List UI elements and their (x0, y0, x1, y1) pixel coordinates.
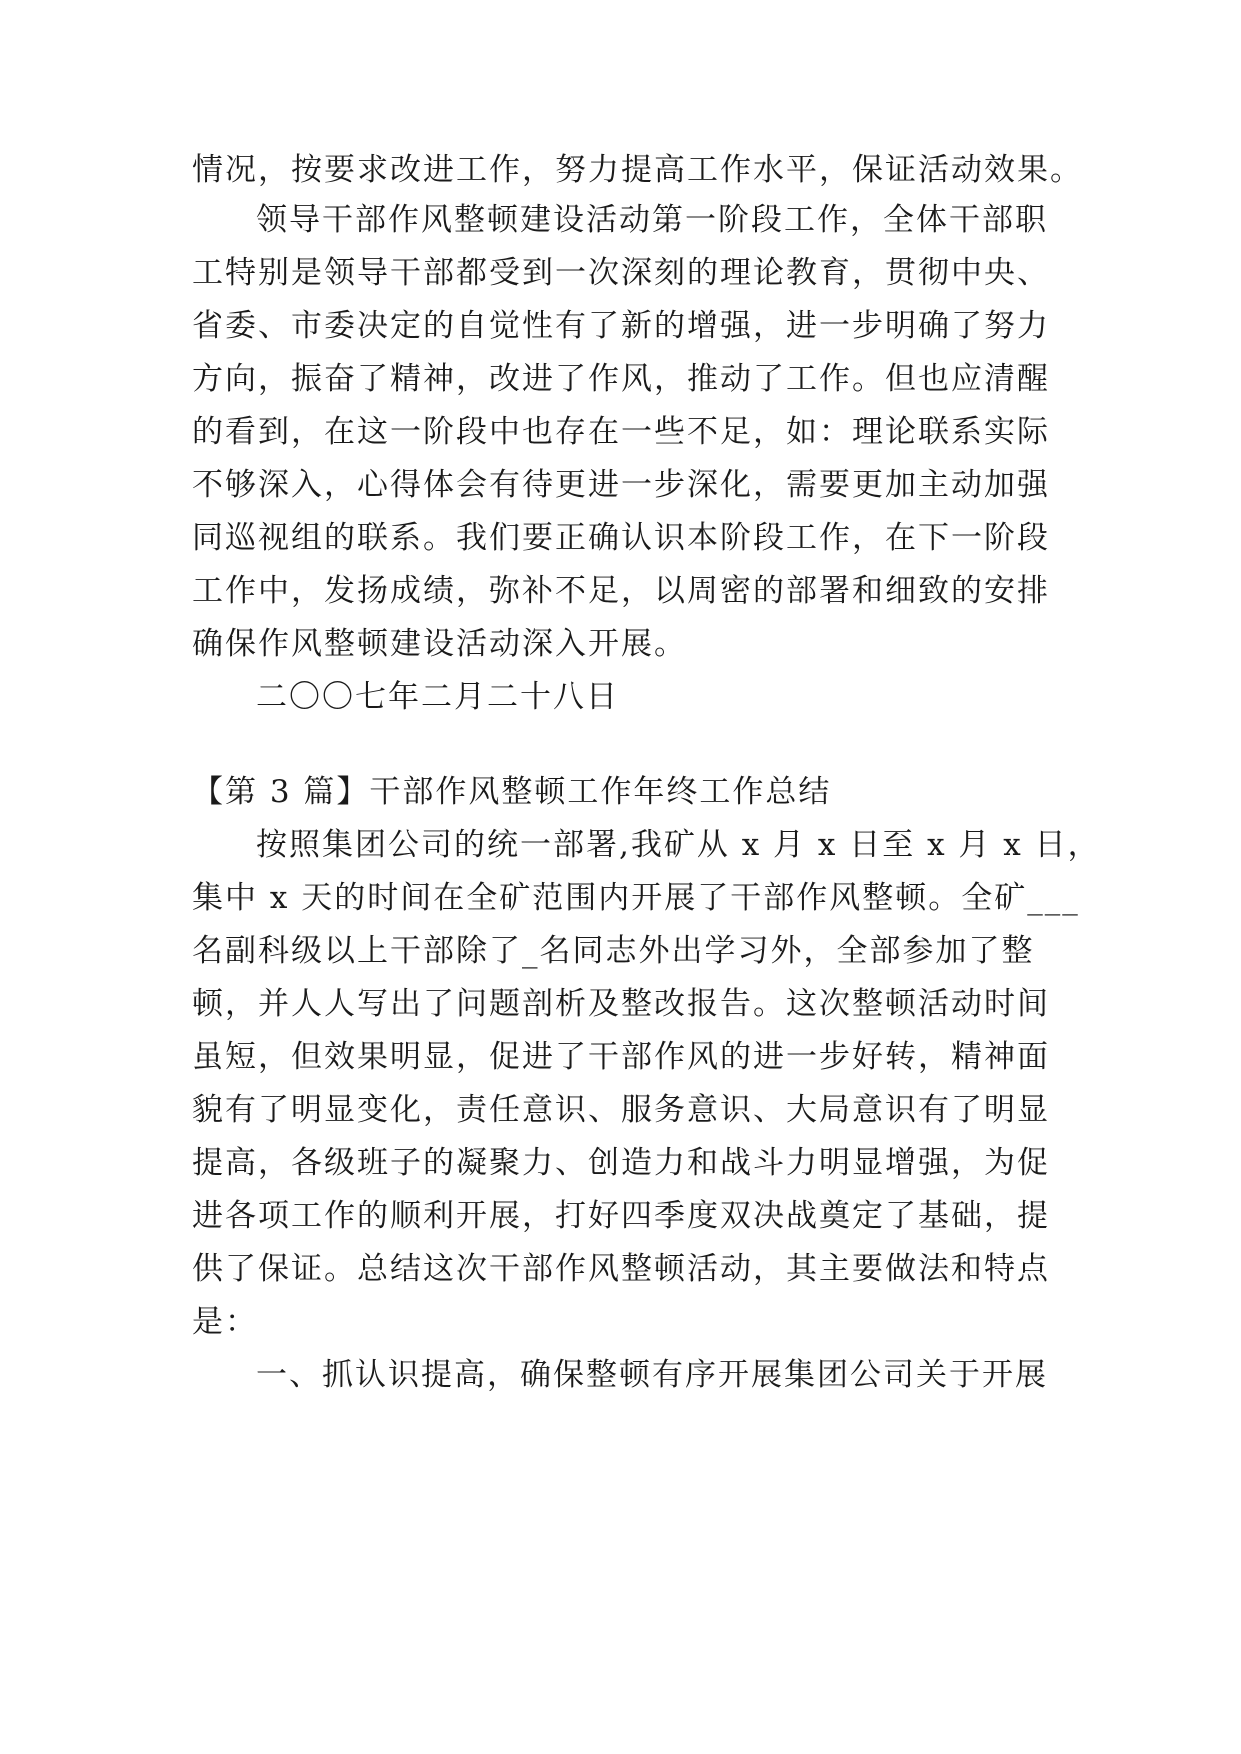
text-line: 确保作风整顿建设活动深入开展。 (192, 626, 687, 662)
text-line: 集中 x 天的时间在全矿范围内开展了干部作风整顿。全矿___ (192, 880, 1080, 916)
text-line: 进各项工作的顺利开展，打好四季度双决战奠定了基础，提 (192, 1198, 1050, 1234)
text-line: 工特别是领导干部都受到一次深刻的理论教育，贯彻中央、 (192, 255, 1050, 291)
text-line: 提高，各级班子的凝聚力、创造力和战斗力明显增强，为促 (192, 1145, 1050, 1181)
text-line: 同巡视组的联系。我们要正确认识本阶段工作，在下一阶段 (192, 520, 1050, 556)
text-line: 虽短，但效果明显，促进了干部作风的进一步好转，精神面 (192, 1039, 1050, 1075)
text-line: 顿，并人人写出了问题剖析及整改报告。这次整顿活动时间 (192, 986, 1050, 1022)
text-line: 情况，按要求改进工作，努力提高工作水平，保证活动效果。 (192, 152, 1083, 188)
section-title: 【第 3 篇】干部作风整顿工作年终工作总结 (192, 774, 832, 810)
text-line: 名副科级以上干部除了_名同志外出学习外，全部参加了整 (192, 933, 1035, 969)
text-line: 领导干部作风整顿建设活动第一阶段工作，全体干部职 (256, 202, 1048, 238)
date-line: 二〇〇七年二月二十八日 (256, 679, 619, 715)
text-line: 供了保证。总结这次干部作风整顿活动，其主要做法和特点 (192, 1251, 1050, 1287)
text-line: 不够深入，心得体会有待更进一步深化，需要更加主动加强 (192, 467, 1050, 503)
text-line: 按照集团公司的统一部署,我矿从 x 月 x 日至 x 月 x 日， (256, 827, 1101, 863)
text-line: 是： (192, 1304, 258, 1340)
text-line: 工作中，发扬成绩，弥补不足，以周密的部署和细致的安排 (192, 573, 1050, 609)
text-line: 一、抓认识提高，确保整顿有序开展集团公司关于开展 (256, 1357, 1048, 1393)
text-line: 省委、市委决定的自觉性有了新的增强，进一步明确了努力 (192, 308, 1050, 344)
text-line: 的看到，在这一阶段中也存在一些不足，如：理论联系实际 (192, 414, 1050, 450)
text-line: 方向，振奋了精神，改进了作风，推动了工作。但也应清醒 (192, 361, 1050, 397)
text-line: 貌有了明显变化，责任意识、服务意识、大局意识有了明显 (192, 1092, 1050, 1128)
